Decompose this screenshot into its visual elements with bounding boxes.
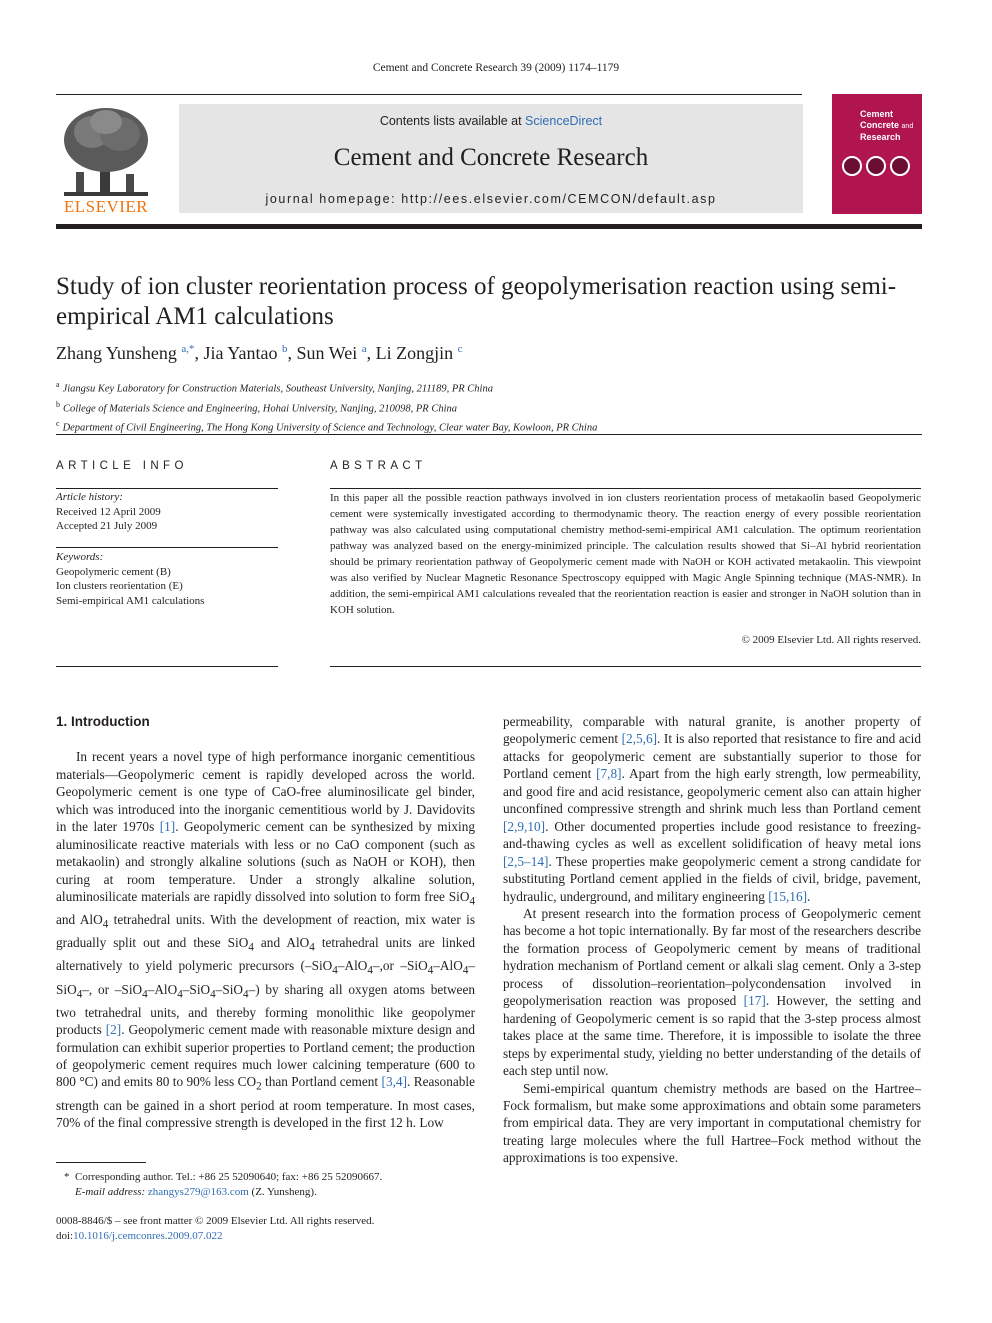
corresponding-author-note: * Corresponding author. Tel.: +86 25 52090640; fax: +86 25 52090667. [64, 1171, 383, 1183]
contents-prefix: Contents lists available at [379, 114, 526, 128]
article-title: Study of ion cluster reorientation process of geopolymerisation reaction using semi-empirical AM1 calculations [56, 273, 897, 330]
running-head: Cement and Concrete Research 39 (2009) 1174–1179 [372, 62, 620, 74]
author-affil-marker[interactable]: c [457, 343, 463, 355]
affiliation-key: b [56, 399, 60, 409]
cover-image-icon [890, 156, 910, 176]
abstract-bottom-rule [330, 666, 921, 667]
homepage-prefix: journal homepage: [265, 192, 402, 206]
doi-link[interactable]: 10.1016/j.cemconres.2009.07.022 [73, 1229, 223, 1242]
cover-line: Cement [860, 109, 894, 119]
corresponding-author-text: Corresponding author. Tel.: +86 25 52090640; fax: +86 25 52090667. [75, 1171, 383, 1183]
masthead-box [179, 104, 803, 213]
article-info-rule [56, 666, 278, 667]
body-column-right [503, 713, 921, 1167]
body-column-left [56, 713, 475, 1131]
keywords-block [56, 550, 278, 608]
history-label: Article history: [56, 491, 123, 503]
body-paragraph: In recent years a novel type of high performance inorganic cementitious materials—Geopolymeric cement is rapidly developed across the world. Geopolymeric cement is one type of CaO-free aluminosilicate gel binder, which was introduced into the inorganic cementitious world by J. Davidovits in the later 1970s [1]. Geopolymeric cement can be synthesized by mixing aluminosilicate reactive materials with less or no CaO component (such as metakaolin) and strongly alkaline solutions (such as NaOH or KOH), then curing at room temperature. Under a strongly alkaline solution, aluminosilicate materials are rapidly dissolved into solution to form free SiO$_4$ and AlO$_4$ tetrahedral units. With the development of reaction, mix water is gradually split out and these SiO$_4$ and AlO$_4$ tetrahedral units are linked alternatively to yield polymeric precursors (–SiO$_4$–AlO$_4$–,or –SiO$_4$–AlO$_4$–SiO$_4$–, or –SiO$_4$–AlO$_4$–SiO$_4$–SiO$_4$–) by sharing all oxygen atoms between two tetrahedral units, and thereby forming monolithic like geopolymer products [2]. Geopolymeric cement made with reasonable mixture design and formulation can exhibit superior properties to Portland cement; the production of geopolymeric cement requires much lower calcining temperature (600 to 800 °C) and emits 80 to 90% less $CO_2$ than Portland cement [3,4]. Reasonable strength can be gained in a short period at room temperature. In most cases, 70% of the final compressive strength is developed in the first 12 h. Low [56, 749, 476, 1130]
cover-line: Research [860, 132, 901, 142]
author-name: Jia Yantao [203, 343, 278, 363]
cover-line [860, 120, 913, 133]
cover-line: and [901, 122, 914, 130]
masthead-top-rule [56, 94, 802, 95]
email-line [56, 1185, 476, 1200]
affiliation [56, 377, 597, 397]
author-name: Zhang Yunsheng [56, 343, 177, 363]
accepted-date: Accepted 21 July 2009 [56, 520, 158, 533]
section-heading [56, 713, 475, 730]
received-date: Received 12 April 2009 [56, 505, 161, 518]
email-suffix: (Z. Yunsheng). [248, 1186, 317, 1198]
masthead-bottom-rule [56, 224, 922, 229]
citation-link[interactable]: [3,4] [381, 1074, 407, 1090]
author-name: Sun Wei [296, 343, 358, 363]
body-paragraph: Semi-empirical quantum chemistry methods are based on the Hartree–Fock formalism, but make some approximations and obtain some parameters from empirical data. They are very important in computational chemistry for treating large molecules where the full Hartree–Fock method without the approximations is too expensive. [503, 1080, 921, 1166]
body-paragraph: permeability, comparable with natural granite, is another property of geopolymeric cement [2,5,6]. It is also reported that resistance to fire and acid attacks for geopolymeric cement are substantially superior to those for Portland cement [7,8]. Apart from the high early strength, low permeability, and good fire and acid resistance, geopolymeric cement also can attain higher unconfined compressive strength and shrink much less than Portland cement [2,9,10]. Other documented properties include good resistance to freezing-and-thawing cycles as well as excellent solidification of heavy metal ions [2,5–14]. These properties make geopolymeric cement a strong candidate for substituting Portland cement applied in the fields of civil, bridge, pavement, hydraulic, underground, and military engineering [15,16]. [503, 714, 921, 904]
article-info-heading: ARTICLE INFO [56, 460, 188, 472]
email-label: E-mail address: [75, 1186, 146, 1198]
homepage-link[interactable]: http://ees.elsevier.com/CEMCON/default.asp [401, 192, 717, 206]
contents-line [179, 114, 803, 128]
abstract-text: In this paper all the possible reaction pathways involved in ion clusters reorientation process of metakaolin based Geopolymeric cement were systemically investigated according to thermodynamic theory. The reaction energy of every possible reorientation pathway was also calculated using computational chemistry method-semi-empirical AM1 calculation. The optimum reorientation pathway was analyzed based on the energy-minimized principle. The calculation results showed that Si–Al hybrid reorientation should be primary reorientation pathway of Geopolymeric cement made with NaOH or KOH activated metakaolin. This viewpoint was also verified by Nuclear Magnetic Resonance Spectroscopy equipped with Magic Angle Spinning technique (MAS-NMR). In addition, the semi-empirical AM1 calculations revealed that the reorientation reaction is easier and stronger in NaOH solution than in KOH solution. [330, 492, 921, 616]
email-link[interactable]: zhangys279@163.com [147, 1186, 249, 1198]
journal-title: Cement and Concrete Research [333, 144, 649, 171]
citation-link[interactable]: [2,5,6] [621, 731, 658, 747]
author-name: Li Zongjin [375, 343, 454, 363]
article-history [56, 490, 278, 534]
affiliation [56, 416, 597, 436]
cover-line: Concrete [860, 119, 900, 130]
section-number: 1. [56, 714, 68, 729]
footnote [56, 1170, 476, 1200]
abstract-copyright: © 2009 Elsevier Ltd. All rights reserved. [741, 634, 921, 646]
affiliation-text: Department of Civil Engineering, The Hong Kong University of Science and Technology, Clear water Bay, Kowloon, PR China [62, 422, 598, 434]
doi-prefix: doi: [56, 1229, 74, 1242]
cover-image-icon [866, 156, 886, 176]
doi-line [56, 1229, 476, 1244]
author-affil-marker[interactable]: a [361, 343, 367, 355]
affiliation [56, 397, 597, 417]
affiliation-text: Jiangsu Key Laboratory for Construction Materials, Southeast University, Nanjing, 211189, PR China [62, 383, 493, 395]
header-divider [56, 434, 922, 435]
citation-link[interactable]: [15,16] [768, 888, 808, 904]
citation-link[interactable]: [2,5–14] [503, 853, 549, 869]
keywords-label: Keywords: [56, 551, 104, 563]
citation-link[interactable]: [7,8] [596, 766, 622, 782]
citation-link[interactable]: [2] [105, 1022, 122, 1038]
publisher-name: ELSEVIER [63, 197, 149, 216]
section-title: Introduction [71, 714, 150, 729]
keyword: Geopolymeric cement (B) [56, 565, 171, 578]
author-affil-marker[interactable]: a,* [181, 343, 195, 355]
journal-homepage [179, 192, 803, 206]
sciencedirect-link[interactable]: ScienceDirect [525, 114, 603, 128]
author-separator: , [366, 343, 376, 363]
author-affil-marker[interactable]: b [281, 343, 288, 355]
affiliation-key: c [56, 419, 60, 428]
citation-link[interactable]: [17] [743, 993, 766, 1009]
abstract-heading: ABSTRACT [330, 460, 427, 472]
article-info-rule [56, 488, 278, 489]
issn-line: 0008-8846/$ – see front matter © 2009 Elsevier Ltd. All rights reserved. [56, 1215, 375, 1227]
affiliation-list [56, 377, 597, 436]
journal-masthead [56, 94, 922, 224]
body-paragraph: At present research into the formation process of Geopolymeric cement has become a hot topic internationally. By far most of the researchers describe the formation process of Geopolymeric cement by means of traditional hydration mechanism of Portland cement or alkali slag cement. Only a 3-step process of dissolution–reorientation–polycondensation involved in geopolymerisation reaction was proposed [17]. However, the setting and hardening of Geopolymeric cement is so rapid that the 3-step process almost takes place at the same time. Therefore, it is impossible to isolate the three steps by experimental study, yielding no better understanding of the details of each step until now. [503, 905, 921, 1079]
affiliation-key: a [56, 380, 60, 389]
author-separator: , [194, 343, 204, 363]
cover-title [860, 109, 913, 143]
author-separator: , [287, 343, 297, 363]
citation-link[interactable]: [2,9,10] [503, 818, 546, 834]
abstract-rule [330, 488, 921, 489]
citation-link[interactable]: [1] [159, 819, 176, 835]
article-info-rule [56, 547, 278, 548]
bottom-info [56, 1214, 476, 1243]
keyword: Semi-empirical AM1 calculations [56, 594, 205, 607]
affiliation-text: College of Materials Science and Engineering, Hohai University, Nanjing, 210098, PR China [63, 403, 457, 414]
journal-cover-thumbnail [832, 94, 922, 214]
author-list [56, 343, 463, 364]
cover-image-icon [842, 156, 862, 176]
footnote-rule [56, 1162, 146, 1163]
keyword: Ion clusters reorientation (E) [56, 580, 183, 593]
